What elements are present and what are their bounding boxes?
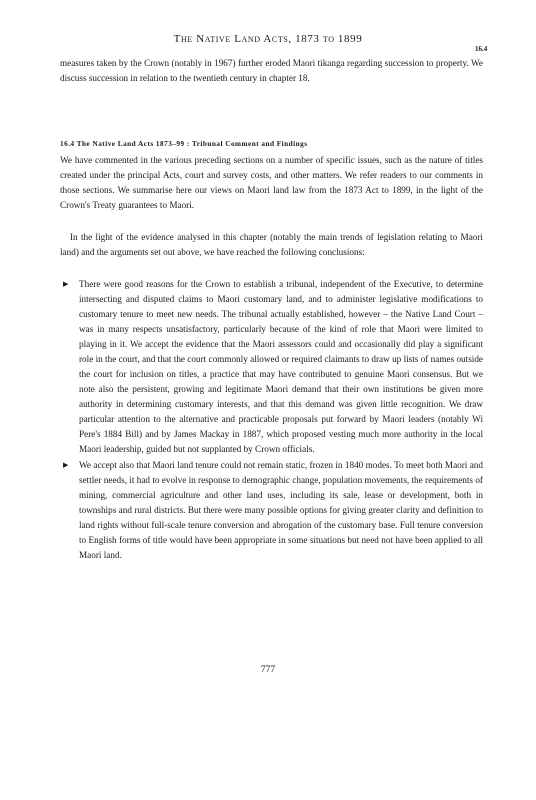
list-item xyxy=(60,277,483,457)
body-paragraph: We have commented in the various preceding sections on a number of specific issues, such as the nature of titles created under the principal Acts, court and survey costs, and other matters. We refer readers to our comments in those sections. We summarise here our views on Maori land law from the 1873 Act to 1899, in the light of the Crown's Treaty guarantees to Maori. xyxy=(60,155,483,210)
intro-paragraph: measures taken by the Crown (notably in 1967) further eroded Maori tikanga regarding succession to property. We discuss succession in relation to the twentieth century in chapter 18. xyxy=(60,58,483,83)
list-item xyxy=(60,458,483,563)
section-heading: 16.4 The Native Land Acts 1873–99 : Tribunal Comment and Findings xyxy=(60,140,308,148)
triangle-right-icon: ▶ xyxy=(63,280,69,288)
page-number: 777 xyxy=(260,665,276,675)
conclusions-list xyxy=(60,277,483,563)
triangle-right-icon: ▶ xyxy=(63,461,69,469)
list-item-text: We accept also that Maori land tenure could not remain static, frozen in 1840 modes. To meet both Maori and settler needs, it had to evolve in response to demographic change, population movements, the requirements of mining, commercial agriculture and other land uses, including its sale, lease or development, both in townships and rural districts. But there were many possible options for giving greater clarity and definition to land rights without full-scale tenure conversion and abrogation of the customary base. Full tenure conversion to English forms of title would have been appropriate in some situations but need not have been applied to all Maori land. xyxy=(79,460,483,560)
body-paragraph: In the light of the evidence analysed in this chapter (notably the main trends of legislation relating to Maori land) and the arguments set out above, we have reached the following conclusions: xyxy=(60,232,483,257)
list-item-text: There were good reasons for the Crown to establish a tribunal, independent of the Executive, to determine intersecting and disputed claims to Maori customary land, and to administer legislative modifications to customary tenure to meet new needs. The tribunal actually established, however – the Native Land Court – was in many respects unsatisfactory, particularly because of the kind of role that Maori were limited to playing in it. We accept the evidence that the Maori assessors could and occasionally did play a significant role in the court, and that the court commonly allowed or required claimants to draw up lists of names outside the court for inclusion on titles, a practice that may have contributed to genuine Maori consensus. But we note also the persistent, growing and legitimate Maori demand that their own institutions be given more authority in determining customary interests, and that this demand was given little recognition. We draw particular attention to the alternative and practicable proposals put forward by Maori leaders (notably Wi Pere's 1884 Bill) and by James Mackay in 1887, which proposed vesting much more authority in the local Maori leadership, guided but not supplanted by Crown officials. xyxy=(79,279,483,454)
section-tag: 16.4 xyxy=(475,45,488,53)
running-head: The Native Land Acts, 1873 to 1899 xyxy=(173,33,363,45)
